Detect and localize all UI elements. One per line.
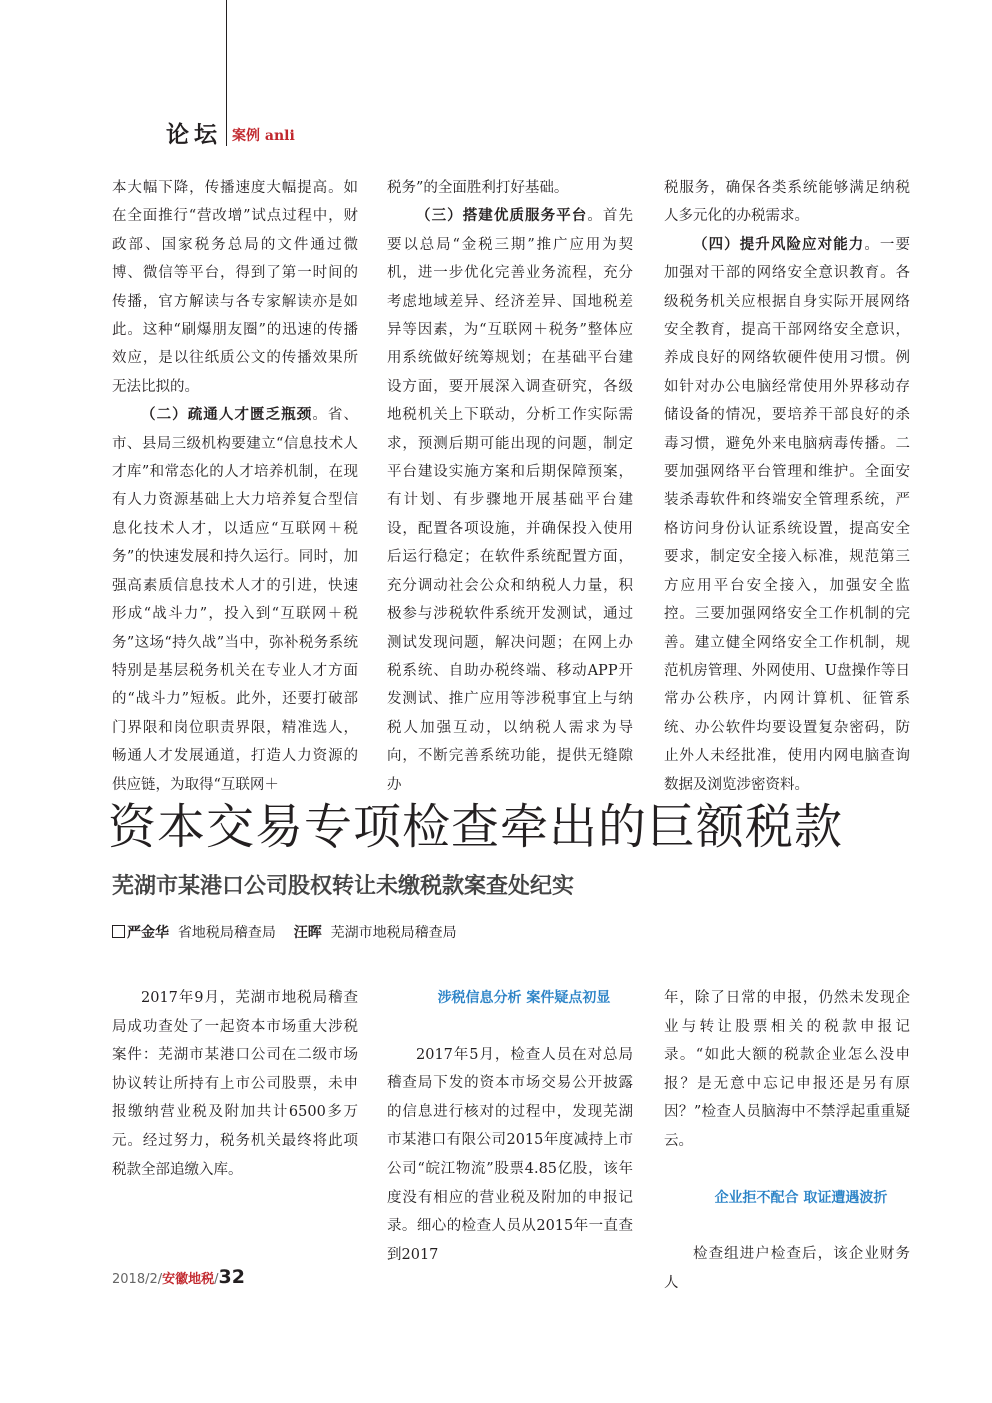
paragraph: 本大幅下降，传播速度大幅提高。如在全面推行“营改增”试点过程中，财政部、国家税务总局的文件通过微博、微信等平台，得到了第一时间的传播，官方解读与各专家解读亦是如此。这种“刷爆朋友圈”的迅速的传播效应，是以往纸质公文的传播效果所无法比拟的。 (112, 180, 358, 395)
paragraph: 2017年5月，检查人员在对总局稽查局下发的资本市场交易公开披露的信息进行核对的过程中，发现芜湖市某港口有限公司2015年度减持上市公司“皖江物流”股票4.85亿股，该年度没有相应的营业税及附加的申报记录。细心的检查人员从2015年一直查到2017 (387, 1046, 633, 1263)
magazine-name: 安徽地税 (162, 1272, 215, 1287)
header-divider (226, 0, 227, 146)
author-name: 严金华 (127, 925, 169, 941)
paragraph-text: 。首先要以总局“金税三期”推广应用为契机，进一步优化完善业务流程，充分考虑地域差异、经济差异、国地税差异等因素，为“互联网＋税务”整体应用系统做好统筹规划；在基础平台建设方面，要开展深入调查研究，各级地税机关上下联动，分析工作实际需求，预测后期可能出现的问题，制定平台建设实施方案和后期保障预案，有计划、有步骤地开展基础平台建设，配置各项设施，并确保投入使用后运行稳定；在软件系统配置方面，充分调动社会公众和纳税人力量，积极参与涉税软件系统开发测试，通过测试发现问题，解决问题；在网上办税系统、自助办税终端、移动APP开发测试、推广应用等涉税事宜上与纳税人加强互动，以纳税人需求为导向，不断完善系统功能，提供无缝隙办 (387, 208, 634, 793)
article-subheading: 企业拒不配合 取证遭遇波折 (714, 1189, 888, 1206)
paragraph-heading: （三）搭建优质服务平台 (416, 207, 588, 225)
paragraph-heading: （二）疏通人才匮乏瓶颈 (141, 406, 313, 424)
article-title: 资本交易专项检查牵出的巨额税款 (108, 799, 844, 855)
section-subtitle: 案例 anli (232, 128, 295, 144)
byline (112, 922, 457, 942)
article-subtitle: 芜湖市某港口公司股权转让未缴税款案查处纪实 (112, 874, 575, 899)
paragraph: 年，除了日常的申报，仍然未发现企业与转让股票相关的税款申报记录。“如此大额的税款企业怎么没申报？是无意中忘记申报还是另有原因？”检查人员脑海中不禁浮起重重疑云。 (664, 990, 910, 1149)
paragraph: 检查组进户检查后，该企业财务人 (664, 1246, 910, 1291)
author-org: 省地税局稽查局 (177, 925, 276, 941)
author-org: 芜湖市地税局稽查局 (330, 925, 457, 941)
article-column-3 (664, 984, 910, 1297)
paragraph-heading: （四）提升风险应对能力 (693, 235, 865, 253)
paragraph: 税务”的全面胜利打好基础。 (387, 180, 569, 196)
paragraph (112, 401, 358, 799)
upper-column-2 (387, 174, 633, 799)
upper-column-3 (664, 174, 910, 799)
paragraph: 2017年9月，芜湖市地税局稽查局成功查处了一起资本市场重大涉税案件：芜湖市某港口公司在二级市场协议转让所持有上市公司股票，未申报缴纳营业税及附加共计6500多万元。经过努力，税务机关最终将此项税款全部追缴入库。 (112, 990, 358, 1178)
square-icon (112, 925, 125, 938)
upper-column-1 (112, 174, 358, 799)
paragraph (664, 231, 910, 799)
section-name: 论坛 (166, 121, 222, 148)
issue-date: 2018/2/ (112, 1272, 163, 1287)
paragraph-text: 。一要加强对干部的网络安全意识教育。各级税务机关应根据自身实际开展网络安全教育，提高干部网络安全意识，养成良好的网络软硬件使用习惯。例如针对办公电脑经常使用外界移动存储设备的情况，要培养干部良好的杀毒习惯，避免外来电脑病毒传播。二要加强网络平台管理和维护。全面安装杀毒软件和终端安全管理系统，严格访问身份认证系统设置，提高安全要求，制定安全接入标准，规范第三方应用平台安全接入，加强安全监控。三要加强网络安全工作机制的完善。建立健全网络安全工作机制，规范机房管理、外网使用、U盘操作等日常办公秩序，内网计算机、征管系统、办公软件均要设置复杂密码，防止外人未经批准，使用内网电脑查询数据及浏览涉密资料。 (664, 236, 911, 793)
paragraph-text: 。省、市、县局三级机构要建立“信息技术人才库”和常态化的人才培养机制，在现有人力资源基础上大力培养复合型信息化技术人才，以适应“互联网＋税务”的快速发展和持久运行。同时，加强高素质信息技术人才的引进，快速形成“战斗力”，投入到“互联网＋税务”这场“持久战”当中，弥补税务系统特别是基层税务机关在专业人才方面的“战斗力”短板。此外，还要打破部门界限和岗位职责界限，精准选人，畅通人才发展通道，打造人力资源的供应链，为取得“互联网＋ (112, 407, 359, 793)
article-subheading: 涉税信息分析 案件疑点初显 (437, 990, 611, 1006)
paragraph (387, 202, 633, 799)
author-name: 汪晖 (293, 925, 322, 941)
page-footer (112, 1266, 245, 1288)
article-column-1 (112, 984, 358, 1184)
paragraph: 税服务，确保各类系统能够满足纳税人多元化的办税需求。 (664, 180, 910, 225)
page-number: 32 (218, 1266, 245, 1288)
footer-separator: / (214, 1272, 219, 1287)
article-column-2 (387, 984, 633, 1269)
